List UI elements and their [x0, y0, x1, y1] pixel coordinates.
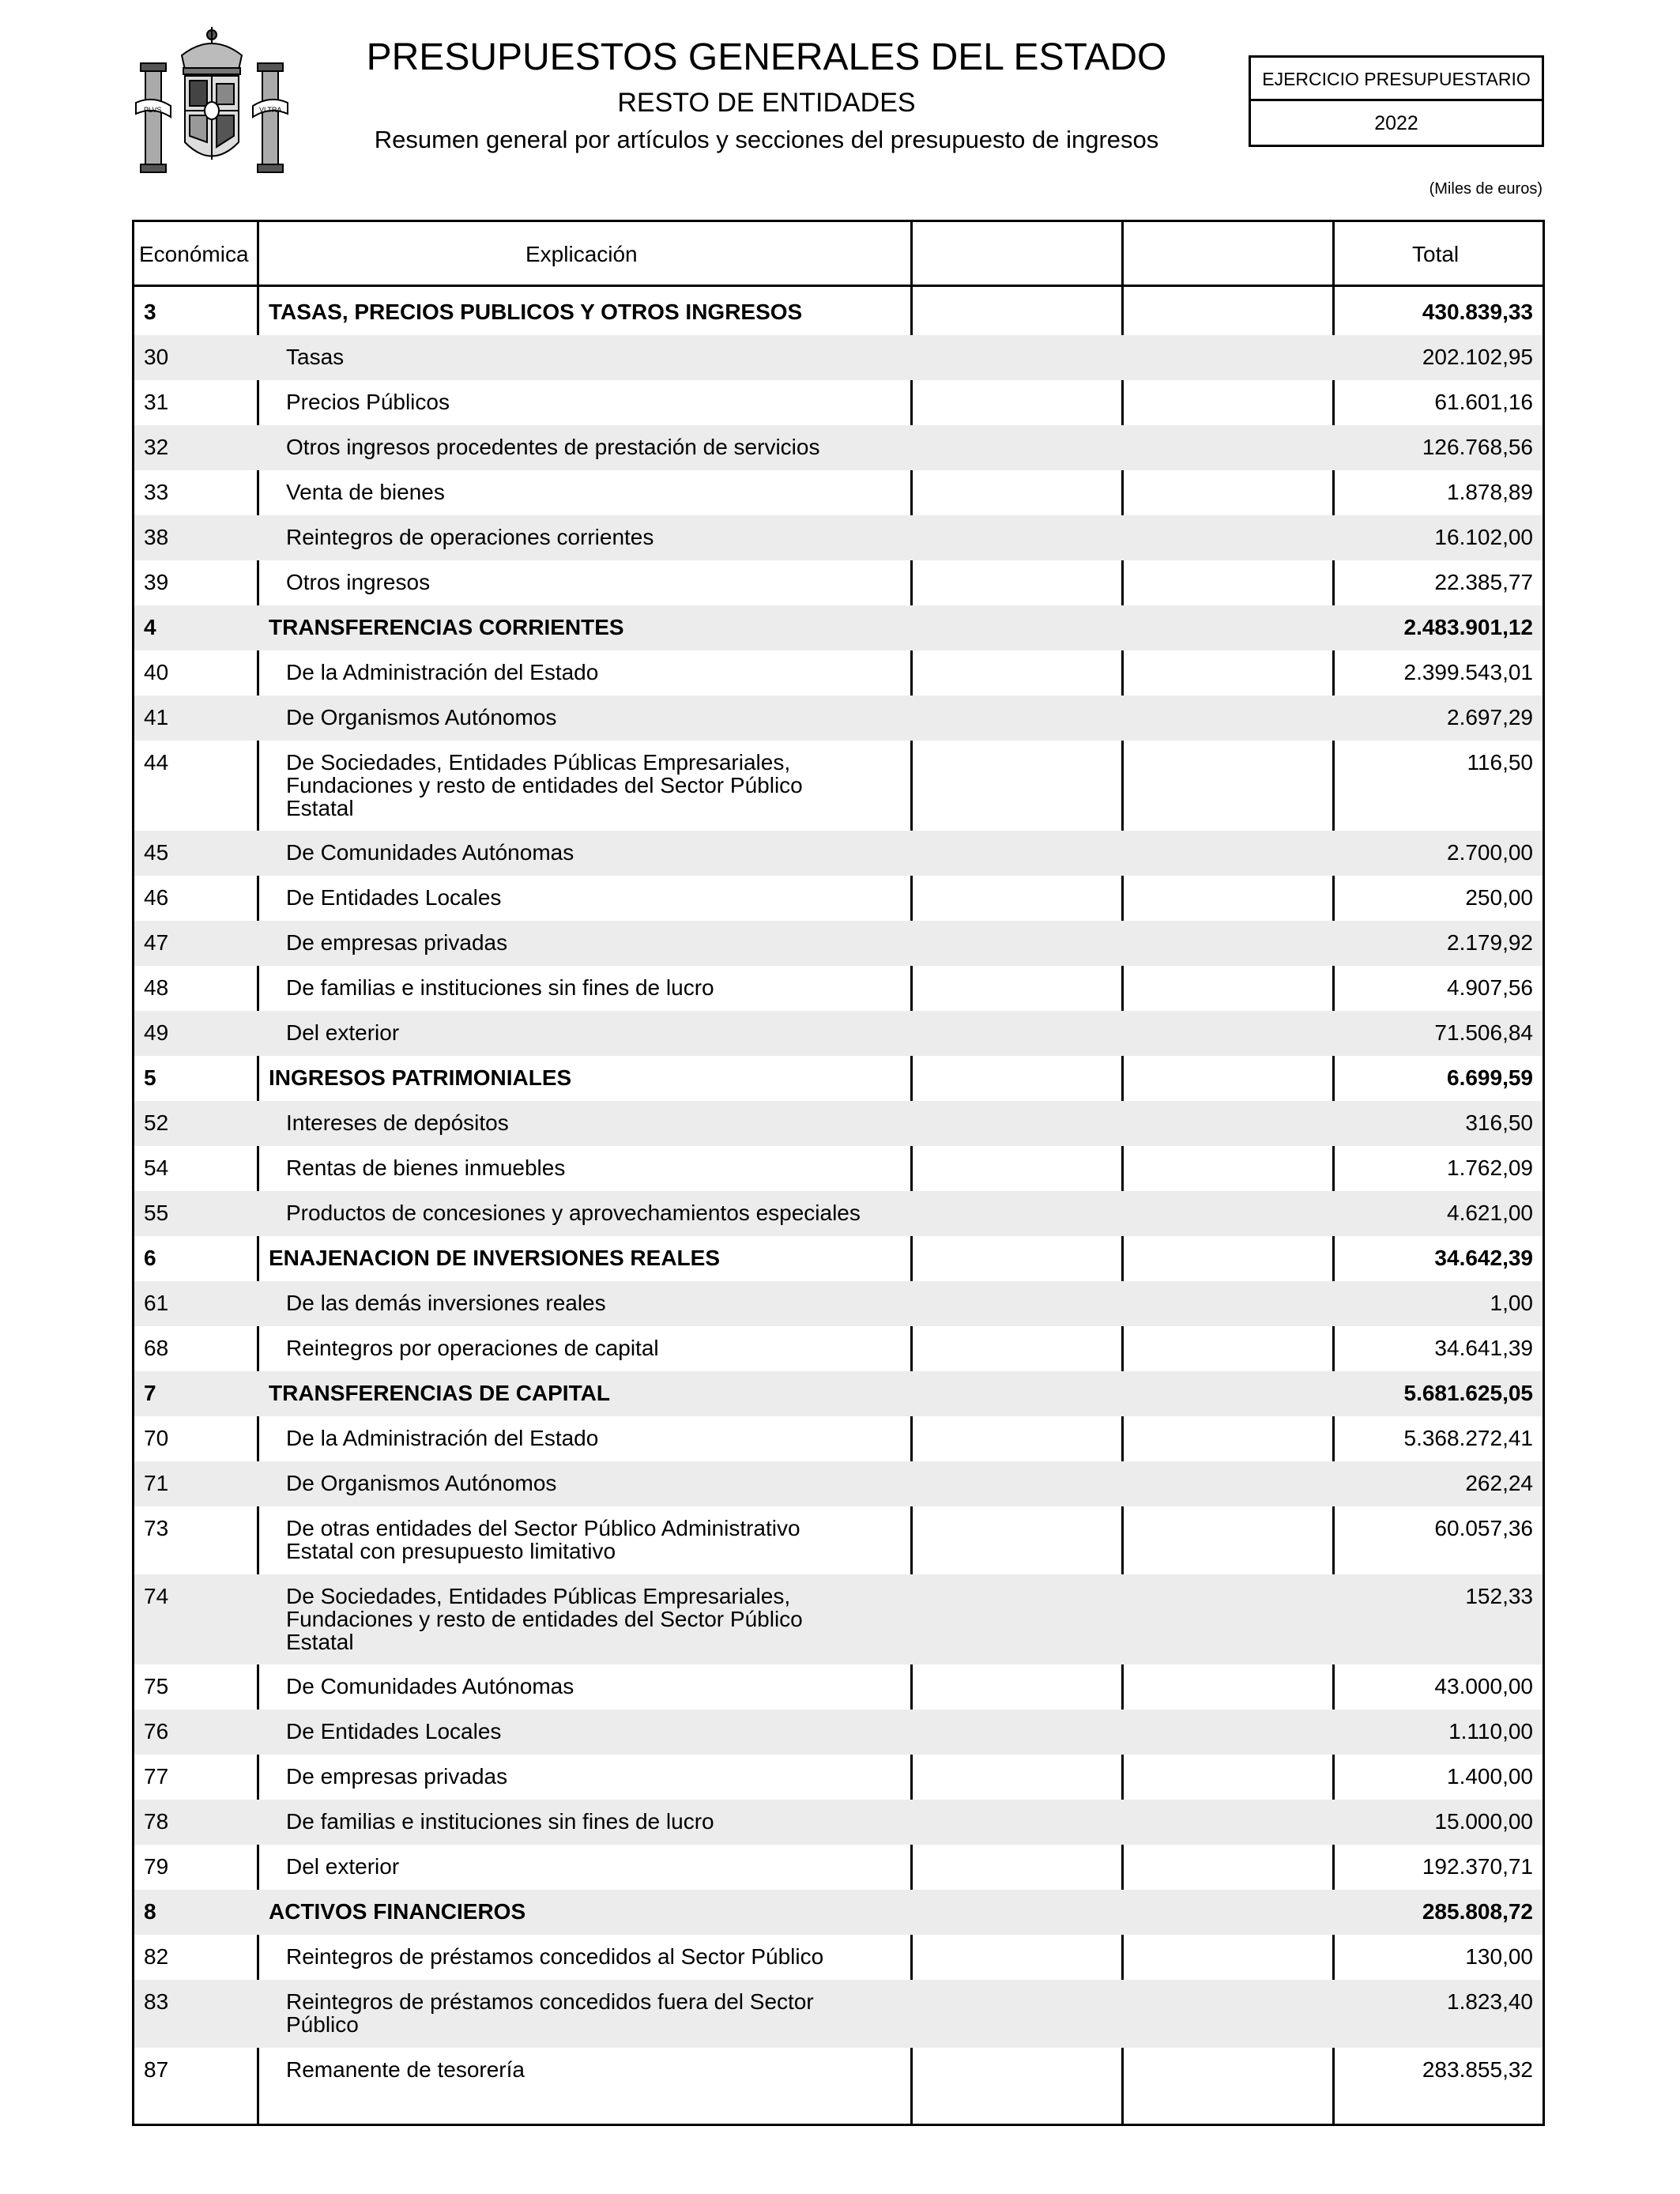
table-row-chapter — [134, 1056, 1543, 1101]
row-explicacion: De Entidades Locales — [286, 1719, 502, 1744]
row-explicacion: De empresas privadas — [286, 930, 508, 955]
row-explicacion: TRANSFERENCIAS CORRIENTES — [269, 615, 624, 639]
table-row — [134, 560, 1543, 605]
table-row — [134, 1574, 1543, 1664]
row-code: 39 — [144, 570, 169, 594]
row-total: 60.057,36 — [1434, 1516, 1533, 1540]
row-code: 5 — [144, 1065, 156, 1090]
page-description: Resumen general por artículos y secciones del presupuesto de ingresos — [374, 126, 1159, 153]
page-subtitle: RESTO DE ENTIDADES — [617, 88, 916, 118]
row-code: 87 — [144, 2057, 169, 2082]
table-row — [134, 1101, 1543, 1146]
row-code: 30 — [144, 345, 169, 369]
row-explicacion: De familias e instituciones sin fines de lucro — [286, 975, 714, 1000]
row-explicacion: De la Administración del Estado — [286, 660, 599, 684]
row-code: 49 — [144, 1020, 169, 1045]
row-total: 152,33 — [1465, 1584, 1533, 1608]
row-total: 285.808,72 — [1422, 1899, 1533, 1924]
row-explicacion: Tasas — [286, 345, 345, 369]
row-code: 74 — [144, 1584, 169, 1608]
table-row — [134, 335, 1543, 380]
table-row — [134, 966, 1543, 1011]
page-title: PRESUPUESTOS GENERALES DEL ESTADO — [366, 36, 1167, 78]
table-row — [134, 1980, 1543, 2048]
row-code: 46 — [144, 885, 169, 910]
table-row — [134, 1710, 1543, 1755]
row-explicacion: Otros ingresos — [286, 570, 431, 594]
row-explicacion: De familias e instituciones sin fines de lucro — [286, 1809, 714, 1834]
row-explicacion: Reintegros por operaciones de capital — [286, 1336, 659, 1360]
row-explicacion: TRANSFERENCIAS DE CAPITAL — [269, 1381, 610, 1405]
row-total: 4.621,00 — [1447, 1201, 1533, 1225]
row-code: 79 — [144, 1854, 169, 1879]
row-explicacion: Reintegros de préstamos concedidos fuera del Sector Público — [286, 1989, 814, 2037]
table-body — [134, 290, 1543, 2093]
row-code: 47 — [144, 930, 169, 955]
row-explicacion: De la Administración del Estado — [286, 1426, 599, 1450]
row-total: 71.506,84 — [1434, 1020, 1533, 1045]
row-total: 202.102,95 — [1422, 345, 1533, 369]
row-code: 7 — [144, 1381, 156, 1405]
row-explicacion: ACTIVOS FINANCIEROS — [269, 1899, 526, 1924]
row-explicacion: De Entidades Locales — [286, 885, 502, 910]
table-row — [134, 2048, 1543, 2093]
row-explicacion: Del exterior — [286, 1854, 400, 1879]
row-explicacion: De Sociedades, Entidades Públicas Empresariales, Fundaciones y resto de entidades del Sector Público Estatal — [286, 750, 803, 820]
row-code: 45 — [144, 840, 169, 865]
row-total: 192.370,71 — [1422, 1854, 1533, 1879]
table-row-chapter — [134, 1371, 1543, 1416]
row-code: 73 — [144, 1516, 169, 1540]
row-total: 130,00 — [1465, 1944, 1533, 1969]
table-row-chapter — [134, 290, 1543, 335]
document-header — [316, 32, 1217, 158]
row-explicacion: INGRESOS PATRIMONIALES — [269, 1065, 572, 1090]
row-total: 316,50 — [1465, 1110, 1533, 1135]
row-explicacion: Otros ingresos procedentes de prestación de servicios — [286, 435, 820, 459]
row-total: 4.907,56 — [1447, 975, 1533, 1000]
table-row — [134, 1800, 1543, 1845]
row-code: 61 — [144, 1291, 169, 1315]
row-explicacion: De empresas privadas — [286, 1764, 508, 1789]
row-total: 22.385,77 — [1434, 570, 1533, 594]
row-total: 1,00 — [1490, 1291, 1533, 1315]
row-explicacion: Precios Públicos — [286, 390, 450, 414]
table-row — [134, 1146, 1543, 1191]
row-explicacion: De Organismos Autónomos — [286, 705, 557, 729]
row-total: 2.700,00 — [1447, 840, 1533, 865]
row-code: 70 — [144, 1426, 169, 1450]
ejercicio-box — [1249, 55, 1544, 147]
table-row — [134, 1664, 1543, 1710]
row-explicacion: TASAS, PRECIOS PUBLICOS Y OTROS INGRESOS — [269, 300, 803, 324]
row-explicacion: De otras entidades del Sector Público Administrativo Estatal con presupuesto limitativo — [286, 1516, 800, 1563]
row-code: 41 — [144, 705, 169, 729]
table-row — [134, 1845, 1543, 1890]
row-explicacion: Rentas de bienes inmuebles — [286, 1155, 566, 1180]
row-total: 283.855,32 — [1422, 2057, 1533, 2082]
table-row — [134, 515, 1543, 560]
table-row — [134, 1416, 1543, 1461]
row-code: 71 — [144, 1471, 169, 1495]
row-code: 76 — [144, 1719, 169, 1744]
row-explicacion: ENAJENACION DE INVERSIONES REALES — [269, 1246, 720, 1270]
table-row — [134, 1011, 1543, 1056]
row-total: 1.110,00 — [1448, 1719, 1533, 1744]
table-row — [134, 1755, 1543, 1800]
row-total: 1.823,40 — [1447, 1989, 1533, 2014]
row-total: 1.400,00 — [1447, 1764, 1533, 1789]
header-economica: Económica — [139, 242, 249, 266]
row-total: 61.601,16 — [1434, 390, 1533, 414]
table-row — [134, 696, 1543, 741]
row-code: 68 — [144, 1336, 169, 1360]
table-row — [134, 470, 1543, 515]
row-total: 126.768,56 — [1422, 435, 1533, 459]
row-code: 6 — [144, 1246, 156, 1270]
table-row — [134, 1461, 1543, 1506]
row-code: 77 — [144, 1764, 169, 1789]
row-explicacion: De Sociedades, Entidades Públicas Empresariales, Fundaciones y resto de entidades del Sector Público Estatal — [286, 1584, 803, 1654]
row-total: 5.368.272,41 — [1403, 1426, 1533, 1450]
svg-text:VLTRA: VLTRA — [259, 106, 282, 114]
table-row-chapter — [134, 1236, 1543, 1281]
table-row — [134, 380, 1543, 425]
units-note: (Miles de euros) — [1429, 180, 1543, 198]
table-row — [134, 1281, 1543, 1326]
row-explicacion: Productos de concesiones y aprovechamientos especiales — [286, 1201, 861, 1225]
table-row — [134, 741, 1543, 831]
row-code: 75 — [144, 1674, 169, 1698]
row-code: 44 — [144, 750, 169, 775]
row-total: 34.641,39 — [1434, 1336, 1533, 1360]
row-code: 4 — [144, 615, 156, 639]
row-explicacion: Reintegros de préstamos concedidos al Sector Público — [286, 1944, 824, 1969]
row-code: 38 — [144, 525, 169, 549]
table-row — [134, 831, 1543, 876]
table-row — [134, 1326, 1543, 1371]
table-row — [134, 1506, 1543, 1574]
ejercicio-label: EJERCICIO PRESUPUESTARIO — [1251, 58, 1542, 101]
row-explicacion: Remanente de tesorería — [286, 2057, 525, 2082]
table-row — [134, 1191, 1543, 1236]
row-explicacion: Del exterior — [286, 1020, 400, 1045]
row-total: 116,50 — [1467, 750, 1533, 775]
table-row — [134, 650, 1543, 696]
svg-text:PLVS: PLVS — [144, 106, 162, 114]
header-explicacion: Explicación — [525, 242, 638, 266]
row-code: 78 — [144, 1809, 169, 1834]
row-total: 16.102,00 — [1434, 525, 1533, 549]
row-total: 6.699,59 — [1447, 1065, 1533, 1090]
row-explicacion: De Comunidades Autónomas — [286, 1674, 574, 1698]
ejercicio-value: 2022 — [1374, 112, 1418, 134]
row-explicacion: Intereses de depósitos — [286, 1110, 509, 1135]
row-code: 52 — [144, 1110, 169, 1135]
row-total: 1.878,89 — [1447, 480, 1533, 504]
table-row — [134, 876, 1543, 921]
row-total: 15.000,00 — [1434, 1809, 1533, 1834]
row-code: 3 — [144, 300, 156, 324]
table-header — [134, 222, 1543, 287]
row-total: 430.839,33 — [1422, 300, 1533, 324]
row-explicacion: De Comunidades Autónomas — [286, 840, 574, 865]
row-code: 8 — [144, 1899, 156, 1924]
coat-of-arms-of-spain-icon — [133, 24, 291, 178]
table-row — [134, 425, 1543, 470]
row-code: 40 — [144, 660, 169, 684]
header-total: Total — [1412, 242, 1460, 266]
row-total: 262,24 — [1465, 1471, 1533, 1495]
table-row-chapter — [134, 605, 1543, 650]
row-code: 33 — [144, 480, 169, 504]
table-row — [134, 1935, 1543, 1980]
row-total: 2.697,29 — [1447, 705, 1533, 729]
row-total: 5.681.625,05 — [1403, 1381, 1533, 1405]
row-code: 32 — [144, 435, 169, 459]
row-total: 34.642,39 — [1434, 1246, 1533, 1270]
row-explicacion: De Organismos Autónomos — [286, 1471, 557, 1495]
table-row-chapter — [134, 1890, 1543, 1935]
row-explicacion: De las demás inversiones reales — [286, 1291, 606, 1315]
row-total: 1.762,09 — [1447, 1155, 1533, 1180]
row-total: 43.000,00 — [1434, 1674, 1533, 1698]
row-explicacion: Venta de bienes — [286, 480, 445, 504]
row-code: 31 — [144, 390, 169, 414]
row-code: 55 — [144, 1201, 169, 1225]
row-code: 48 — [144, 975, 169, 1000]
budget-table — [132, 220, 1545, 2126]
row-total: 2.483.901,12 — [1403, 615, 1533, 639]
row-total: 2.179,92 — [1447, 930, 1533, 955]
row-total: 2.399.543,01 — [1403, 660, 1533, 684]
row-code: 82 — [144, 1944, 169, 1969]
row-total: 250,00 — [1465, 885, 1533, 910]
row-code: 83 — [144, 1989, 169, 2014]
row-explicacion: Reintegros de operaciones corrientes — [286, 525, 654, 549]
table-row — [134, 921, 1543, 966]
row-code: 54 — [144, 1155, 169, 1180]
